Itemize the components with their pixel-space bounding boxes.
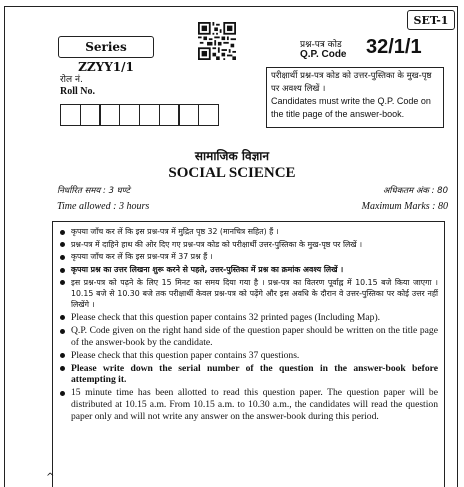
roll-no-box[interactable]: [159, 104, 180, 126]
qp-code-value: 32/1/1: [366, 36, 422, 58]
qr-code-icon: [198, 22, 236, 60]
notice-english: Candidates must write the Q.P. Code on the title page of the answer-book.: [271, 96, 431, 119]
set-label: SET-1: [407, 10, 455, 30]
instruction-item: Please write down the serial number of the question in the answer-book before attempting it.: [71, 362, 438, 386]
series-label: Series ZZYY1/1: [58, 36, 154, 58]
roll-no-box[interactable]: [99, 104, 120, 126]
roll-no-box[interactable]: [80, 104, 101, 126]
roll-no-box[interactable]: [178, 104, 199, 126]
roll-no-boxes[interactable]: [60, 104, 218, 127]
instruction-item: कृपया जाँच कर लें कि इस प्रश्न-पत्र में मुद्रित पृष्ठ 32 (मानचित्र सहित) हैं ।: [71, 226, 438, 237]
subject-title-hindi: सामाजिक विज्ञान: [194, 149, 270, 163]
instruction-item: कृपया प्रश्न का उत्तर लिखना शुरू करने से पहले, उत्तर-पुस्तिका में प्रश्न का क्रमांक अवश्य लिखें ।: [71, 264, 438, 275]
time-allowed-hindi: निर्धारित समय : 3 घण्टे: [57, 186, 130, 196]
max-marks-hindi: अधिकतम अंक : 80: [382, 186, 448, 196]
roll-no-box[interactable]: [60, 104, 81, 126]
max-marks: Maximum Marks : 80: [361, 201, 448, 212]
roll-no-hindi-label: रोल नं.: [60, 75, 83, 85]
instruction-item: 15 minute time has been allotted to read this question paper. The question paper will be distributed at 10.15 a.m. From 10.15 a.m. to 10.30 a.m., the candidates will read the question paper only and will not write any answer on the answer-book during this period.: [71, 387, 438, 422]
instruction-item: कृपया जाँच कर लें कि इस प्रश्न-पत्र में 37 प्रश्न हैं ।: [71, 251, 438, 262]
qp-code-notice: [266, 67, 444, 128]
footer-mark: ^: [46, 472, 55, 483]
qp-code-label: Q.P. Code: [300, 49, 347, 60]
instruction-item: Please check that this question paper contains 37 questions.: [71, 350, 438, 362]
instruction-item: Q.P. Code given on the right hand side of the question paper should be written on the title page of the answer-book by the candidate.: [71, 325, 438, 348]
roll-no-box[interactable]: [198, 104, 219, 126]
time-allowed: Time allowed : 3 hours: [57, 201, 150, 212]
notice-hindi: परीक्षार्थी प्रश्न-पत्र कोड को उत्तर-पुस्तिका के मुख-पृष्ठ पर अवश्य लिखें ।: [271, 71, 432, 94]
instruction-item: प्रश्न-पत्र में दाहिने हाथ की ओर दिए गए प्रश्न-पत्र कोड को परीक्षार्थी उत्तर-पुस्तिका के मुख-पृष्ठ पर लिखें ।: [71, 239, 438, 250]
subject-title: SOCIAL SCIENCE: [168, 165, 296, 181]
roll-no-box[interactable]: [139, 104, 160, 126]
instruction-item: इस प्रश्न-पत्र को पढ़ने के लिए 15 मिनट का समय दिया गया है । प्रश्न-पत्र का वितरण पूर्वाह्न में 10.15 बजे किया जाएगा । 10.15 बजे से 10.30 बजे तक परीक्षार्थी केवल प्रश्न-पत्र को पढ़ेंगे और इस अवधि के दौरान वे उत्तर-पुस्तिका पर कोई उत्तर नहीं लिखेंगे ।: [71, 277, 438, 310]
roll-no-label: Roll No.: [60, 86, 95, 97]
qp-code-hindi-label: प्रश्न-पत्र कोड: [300, 40, 342, 50]
roll-no-box[interactable]: [119, 104, 140, 126]
instruction-item: Please check that this question paper contains 32 printed pages (Including Map).: [71, 312, 438, 324]
instructions-box: [52, 221, 445, 487]
